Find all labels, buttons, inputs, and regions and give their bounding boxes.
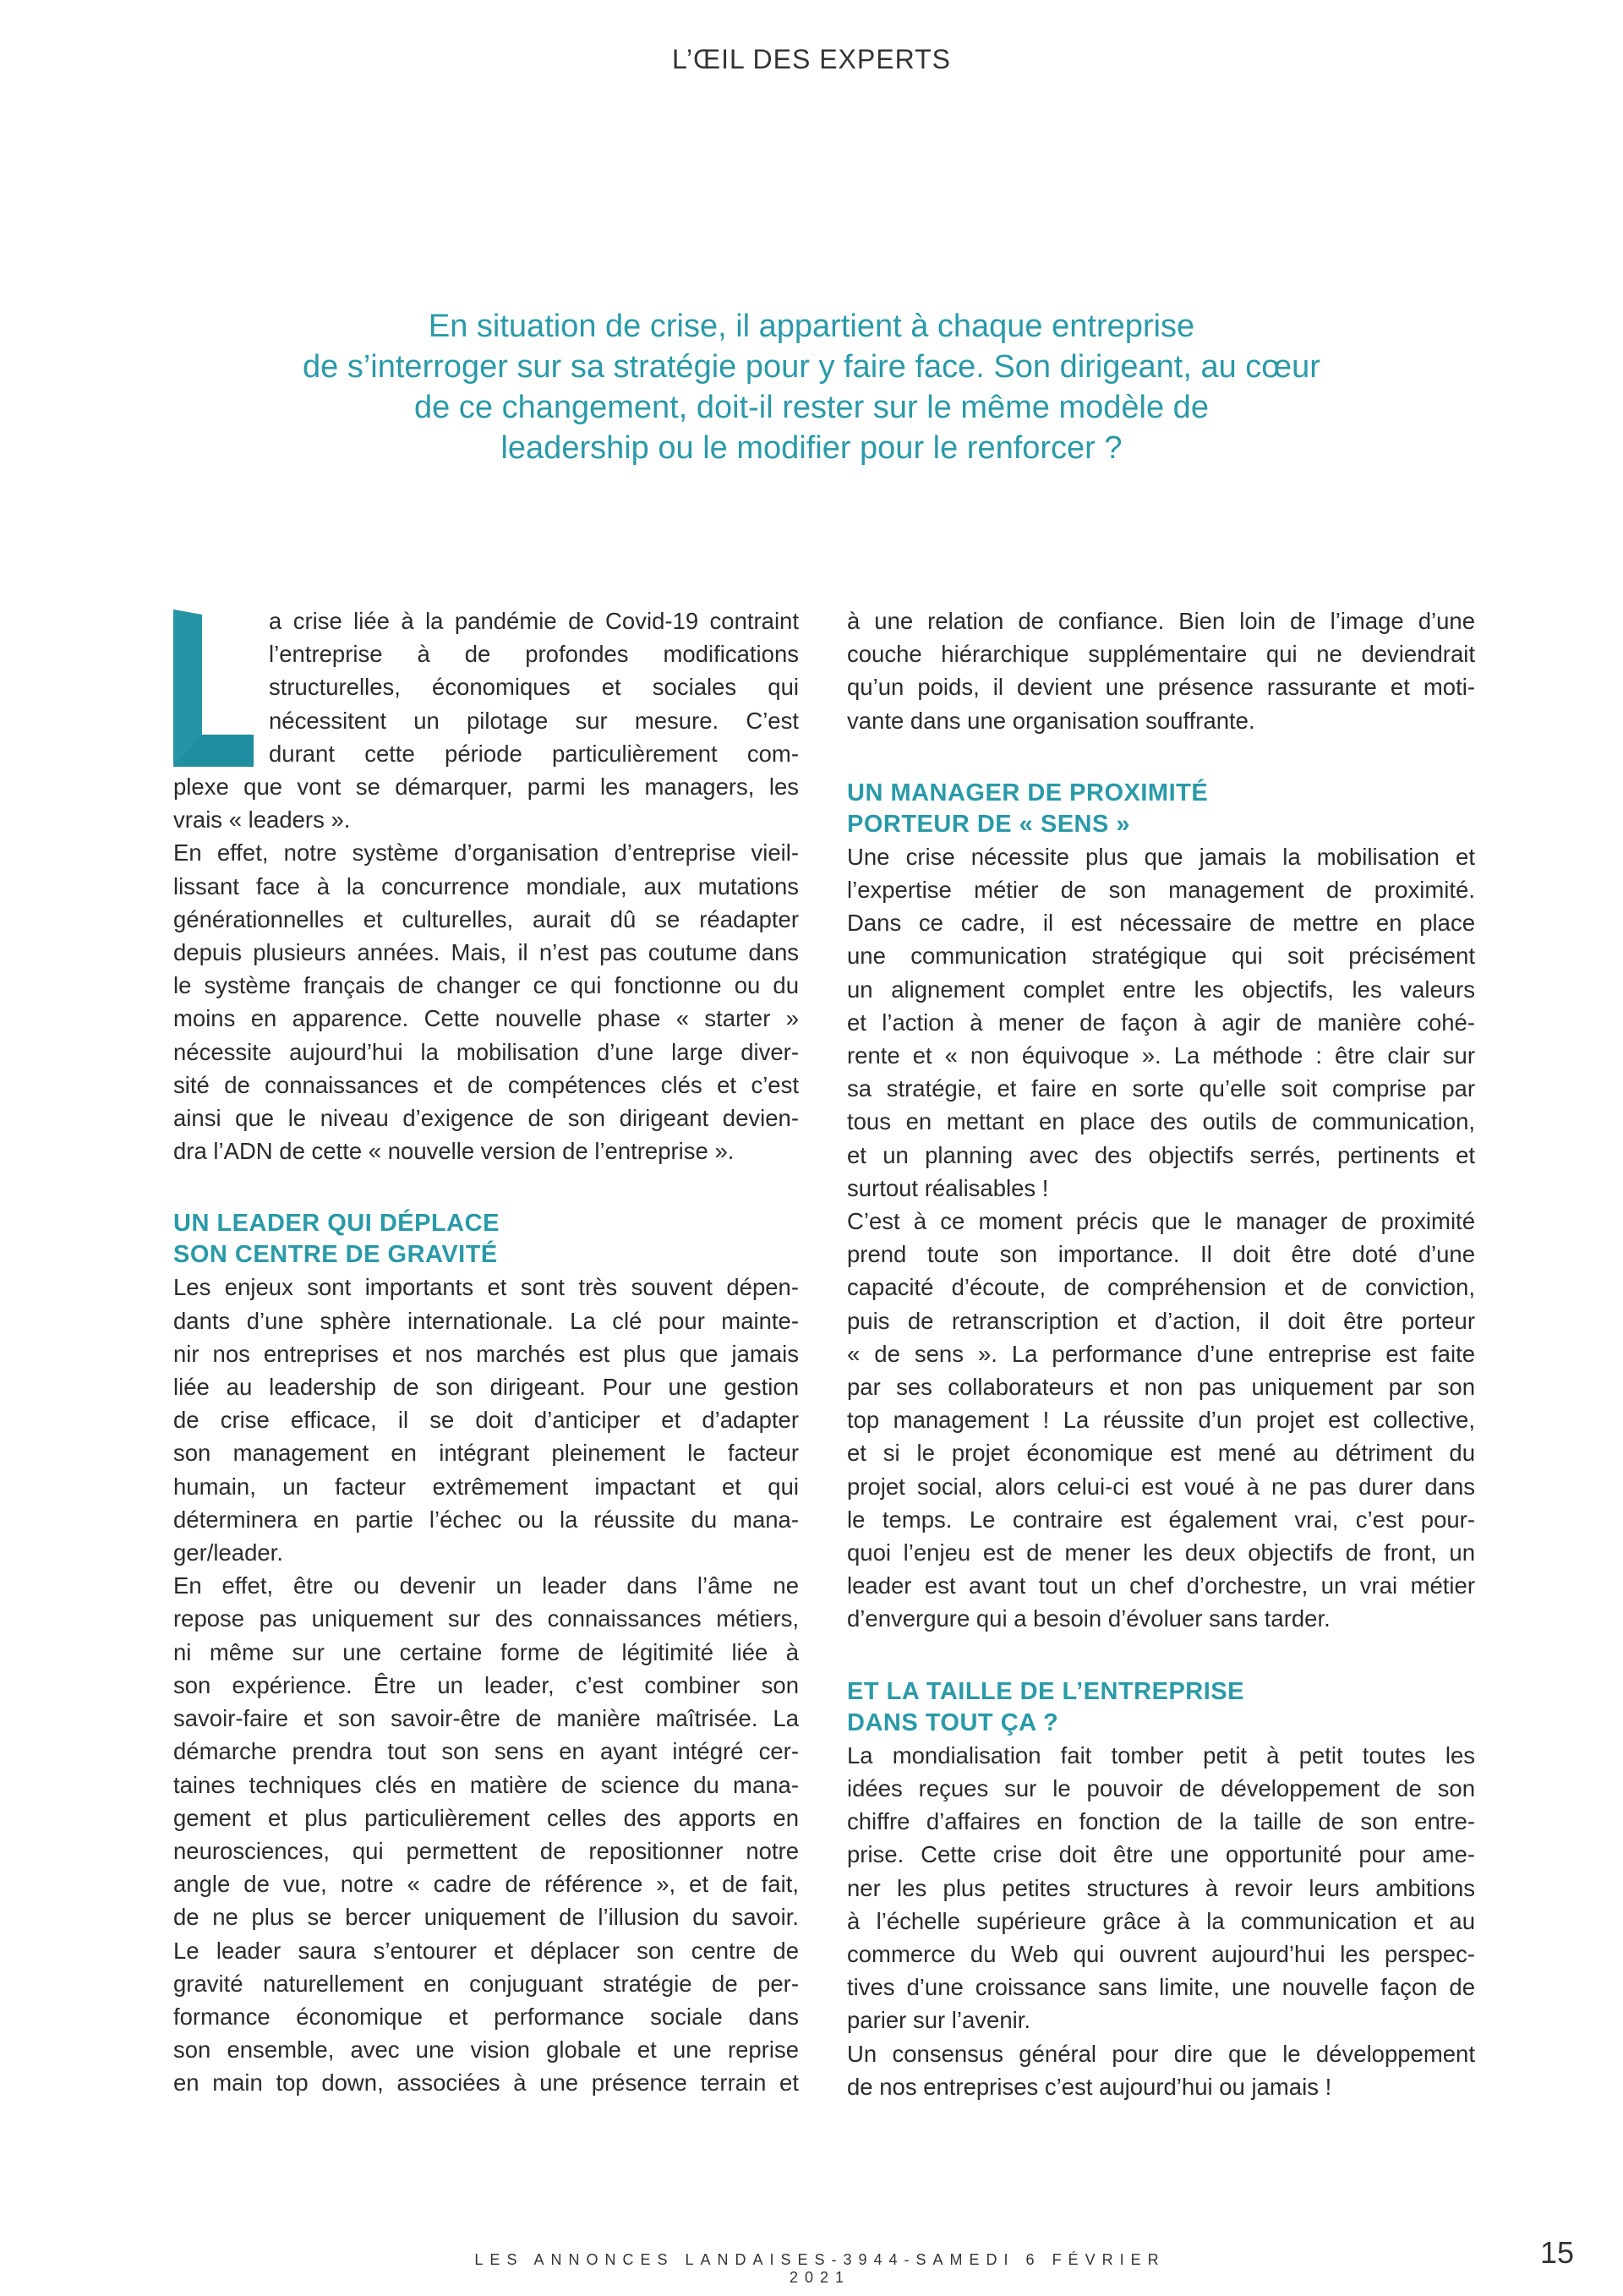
- text-line: Les enjeux sont importants et sont très souvent dépen-: [173, 1274, 799, 1301]
- section-heading: [173, 1208, 799, 1271]
- heading-line: DANS TOUT ÇA ?: [847, 1708, 1059, 1736]
- text-line: de nos entreprises c’est aujourd’hui ou jamais !: [847, 2073, 1332, 2100]
- text-line: démarche prendra tout son sens en ayant intégré cer-: [173, 1738, 799, 1765]
- text-line: vante dans une organisation souffrante.: [847, 707, 1255, 734]
- text-line: de crise efficace, il se doit d’anticiper et d’adapter: [173, 1407, 799, 1434]
- paragraph: [847, 840, 1475, 1205]
- text-line: son management en intégrant pleinement le facteur: [173, 1440, 799, 1467]
- text-line: En effet, notre système d’organisation d’entreprise vieil-: [173, 839, 799, 866]
- text-line: a crise liée à la pandémie de Covid-19 contraint: [269, 608, 799, 634]
- text-line: moins en apparence. Cette nouvelle phase « starter »: [173, 1005, 799, 1032]
- paragraph: [847, 604, 1475, 737]
- text-line: En effet, être ou devenir un leader dans l’âme ne: [173, 1572, 799, 1599]
- text-line: Une crise nécessite plus que jamais la mobilisation et: [847, 843, 1475, 870]
- text-line: nir nos entreprises et nos marchés est plus que jamais: [173, 1340, 799, 1367]
- section-title: L’ŒIL DES EXPERTS: [671, 44, 951, 74]
- heading-line: UN MANAGER DE PROXIMITÉ: [847, 779, 1209, 806]
- text-line: dants d’une sphère internationale. La clé pour mainte-: [173, 1307, 799, 1334]
- text-line: en main top down, associées à une présence terrain et: [173, 2069, 799, 2096]
- text-line: tives d’une croissance sans limite, une nouvelle façon de: [847, 1974, 1475, 2001]
- heading-line: SON CENTRE DE GRAVITÉ: [173, 1241, 498, 1269]
- text-line: nécessitent un pilotage sur mesure. C’est: [269, 707, 799, 734]
- paragraph: [847, 1739, 1475, 2037]
- text-line: chiffre d’affaires en fonction de la taille de son entre-: [847, 1808, 1475, 1835]
- left-column: [173, 604, 799, 2100]
- text-line: Le leader saura s’entourer et déplacer son centre de: [173, 1937, 799, 1964]
- paragraph: [173, 1569, 799, 2099]
- text-line: prise. Cette crise doit être une opportunité pour ame-: [847, 1841, 1475, 1868]
- paragraph: [847, 2037, 1475, 2103]
- paragraph: [847, 1205, 1475, 1636]
- text-line: durant cette période particulièrement com-: [269, 740, 799, 767]
- text-line: et un planning avec des objectifs serrés, pertinents et: [847, 1141, 1475, 1168]
- paragraph: [173, 836, 799, 1167]
- text-line: dra l’ADN de cette « nouvelle version de l’entreprise ».: [173, 1138, 735, 1165]
- text-line: liée au leadership de son dirigeant. Pour une gestion: [173, 1374, 799, 1401]
- text-line: et si le projet économique est mené au détriment du: [847, 1440, 1475, 1467]
- text-line: nécessite aujourd’hui la mobilisation d’une large diver-: [173, 1038, 799, 1065]
- text-line: qu’un poids, il devient une présence rassurante et moti-: [847, 674, 1475, 701]
- text-line: sité de connaissances et de compétences clés et c’est: [173, 1071, 799, 1098]
- text-line: capacité d’écoute, de compréhension et de conviction,: [847, 1274, 1475, 1301]
- intro-line: En situation de crise, il appartient à chaque entreprise: [428, 309, 1195, 344]
- text-line: générationnelles et culturelles, aurait dû se réadapter: [173, 905, 799, 932]
- text-line: ni même sur une certaine forme de légitimité liée à: [173, 1638, 799, 1665]
- text-line: gravité naturellement en conjuguant stratégie de per-: [173, 1970, 799, 1997]
- text-line: ger/leader.: [173, 1539, 283, 1566]
- paragraph: [173, 1271, 799, 1569]
- right-column: [847, 604, 1475, 2103]
- text-line: gement et plus particulièrement celles des apports en: [173, 1804, 799, 1831]
- text-line: tous en mettant en place des outils de communication,: [847, 1108, 1475, 1135]
- intro-line: de ce changement, doit-il rester sur le même modèle de: [414, 390, 1209, 425]
- text-line: à une relation de confiance. Bien loin de l’image d’une: [847, 608, 1475, 634]
- text-line: commerce du Web qui ouvrent aujourd’hui les perspec-: [847, 1940, 1475, 1967]
- text-line: plexe que vont se démarquer, parmi les managers, les: [173, 774, 799, 801]
- text-line: C’est à ce moment précis que le manager de proximité: [847, 1208, 1475, 1235]
- text-line: savoir-faire et son savoir-être de manière maîtrisée. La: [173, 1705, 799, 1732]
- text-line: ner les plus petites structures à revoir leurs ambitions: [847, 1874, 1475, 1901]
- text-line: parier sur l’avenir.: [847, 2007, 1031, 2034]
- section-heading: [847, 1676, 1475, 1739]
- text-line: sa stratégie, et faire en sorte qu’elle soit comprise par: [847, 1075, 1475, 1102]
- text-line: repose pas uniquement sur des connaissances métiers,: [173, 1605, 799, 1632]
- intro-line: leadership ou le modifier pour le renforcer ?: [500, 430, 1123, 466]
- page-number: 15: [1540, 2235, 1575, 2270]
- text-line: de ne plus se bercer uniquement de l’illusion du savoir.: [173, 1904, 799, 1931]
- text-line: couche hiérarchique supplémentaire qui ne deviendrait: [847, 641, 1475, 668]
- text-line: humain, un facteur extrêmement impactant et qui: [173, 1473, 799, 1500]
- text-line: neurosciences, qui permettent de repositionner notre: [173, 1837, 799, 1864]
- intro-line: de s’interroger sur sa stratégie pour y faire face. Son dirigeant, au cœur: [303, 349, 1320, 385]
- text-line: et l’action à mener de façon à agir de manière cohé-: [847, 1009, 1475, 1036]
- heading-line: ET LA TAILLE DE L’ENTREPRISE: [847, 1677, 1244, 1705]
- text-line: par ses collaborateurs et non pas uniquement par son: [847, 1374, 1475, 1401]
- text-line: projet social, alors celui-ci est voué à ne pas durer dans: [847, 1473, 1475, 1500]
- text-line: ainsi que le niveau d’exigence de son dirigeant devien-: [173, 1105, 799, 1132]
- text-line: rente et « non équivoque ». La méthode : être clair sur: [847, 1042, 1475, 1069]
- text-line: depuis plusieurs années. Mais, il n’est pas coutume dans: [173, 939, 799, 966]
- intro-lead: [220, 306, 1403, 468]
- text-line: une communication stratégique qui soit précisément: [847, 943, 1475, 970]
- text-line: quoi l’enjeu est de mener les deux objectifs de front, un: [847, 1539, 1475, 1566]
- text-line: un alignement complet entre les objectifs, les valeurs: [847, 976, 1475, 1003]
- heading-line: UN LEADER QUI DÉPLACE: [173, 1210, 500, 1238]
- text-line: d’envergure qui a besoin d’évoluer sans tarder.: [847, 1605, 1331, 1632]
- text-line: déterminera en partie l’échec ou la réussite du mana-: [173, 1506, 799, 1533]
- section-heading: [847, 778, 1475, 840]
- text-line: La mondialisation fait tomber petit à petit toutes les: [847, 1741, 1475, 1768]
- text-line: son ensemble, avec une vision globale et une reprise: [173, 2036, 799, 2064]
- text-line: prend toute son importance. Il doit être doté d’une: [847, 1241, 1475, 1268]
- text-line: le système français de changer ce qui fonctionne ou du: [173, 972, 799, 999]
- text-line: Dans ce cadre, il est nécessaire de mettre en place: [847, 910, 1475, 937]
- heading-line: PORTEUR DE « SENS »: [847, 810, 1131, 838]
- text-line: structurelles, économiques et sociales qui: [269, 674, 799, 701]
- text-line: idées reçues sur le pouvoir de développement de son: [847, 1774, 1475, 1801]
- text-line: leader est avant tout un chef d’orchestre, un vrai métier: [847, 1572, 1475, 1599]
- text-line: l’expertise métier de son management de proximité.: [847, 877, 1475, 904]
- text-line: top management ! La réussite d’un projet est collective,: [847, 1407, 1475, 1434]
- text-line: « de sens ». La performance d’une entreprise est faite: [847, 1340, 1475, 1367]
- text-line: vrais « leaders ».: [173, 806, 351, 834]
- text-line: angle de vue, notre « cadre de référence », et de fait,: [173, 1871, 799, 1898]
- text-line: l’entreprise à de profondes modifications: [269, 641, 799, 668]
- text-line: formance économique et performance sociale dans: [173, 2003, 799, 2030]
- text-line: surtout réalisables !: [847, 1174, 1049, 1201]
- text-line: lissant face à la concurrence mondiale, aux mutations: [173, 872, 799, 899]
- text-line: son expérience. Être un leader, c’est combiner son: [173, 1671, 799, 1698]
- text-line: taines techniques clés en matière de science du mana-: [173, 1771, 799, 1798]
- paragraph: [173, 604, 799, 836]
- text-line: puis de retranscription et d’action, il doit être porteur: [847, 1307, 1475, 1334]
- publication-footer: LES ANNONCES LANDAISES-3944-SAMEDI 6 FÉVRIER 2021: [474, 2251, 1166, 2286]
- text-line: à l’échelle supérieure grâce à la communication et au: [847, 1907, 1475, 1934]
- text-line: le temps. Le contraire est également vrai, c’est pour-: [847, 1506, 1475, 1533]
- text-line: Un consensus général pour dire que le développement: [847, 2040, 1475, 2067]
